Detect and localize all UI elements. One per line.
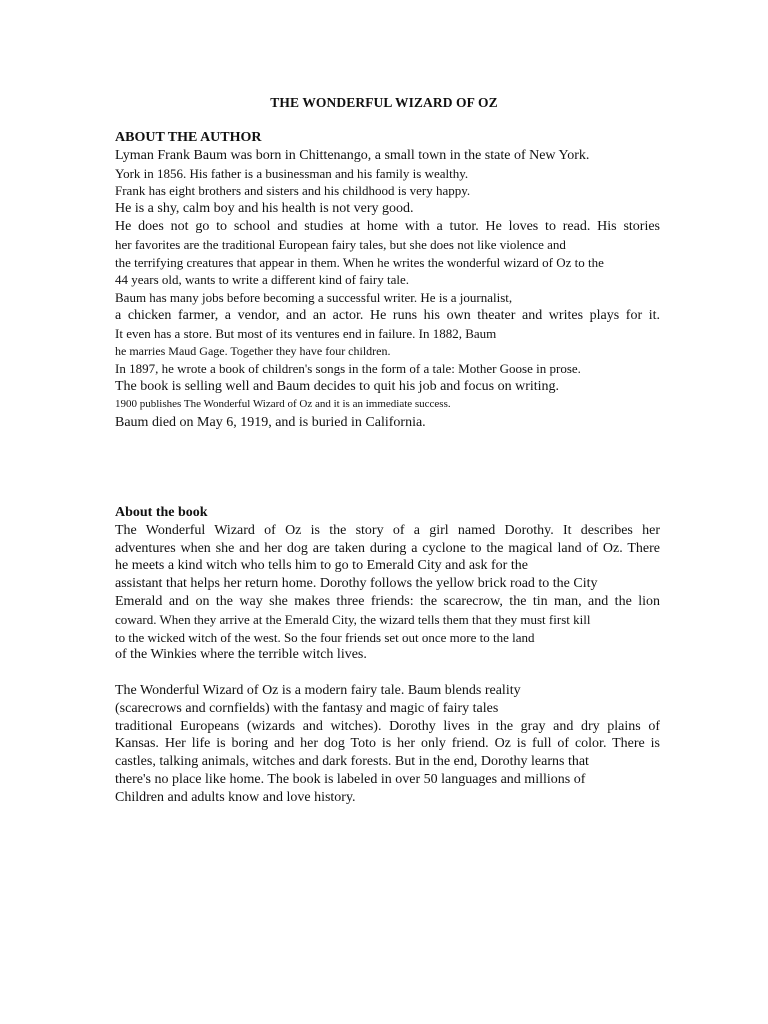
about-author-heading: ABOUT THE AUTHOR xyxy=(115,130,262,145)
about-book-section xyxy=(115,504,660,664)
book-line: Kansas. Her life is boring and her dog Toto is her only friend. Oz is full of color. There is xyxy=(115,736,660,752)
book-line: Children and adults know and love history. xyxy=(115,789,356,805)
author-line: Lyman Frank Baum was born in Chittenango, a small town in the state of New York. xyxy=(115,147,590,163)
book-line: to the wicked witch of the west. So the four friends set out once more to the land xyxy=(115,629,535,645)
author-line: a chicken farmer, a vendor, and an actor. He runs his own theater and writes plays for it. xyxy=(115,307,660,323)
author-line: 44 years old, wants to write a different kind of fairy tale. xyxy=(115,272,409,288)
book-line: Emerald and on the way she makes three friends: the scarecrow, the tin man, and the lion xyxy=(115,593,660,609)
book-line: The Wonderful Wizard of Oz is a modern fairy tale. Baum blends reality xyxy=(115,683,521,698)
author-line: her favorites are the traditional European fairy tales, but she does not like violence and xyxy=(115,236,566,252)
book-line: traditional Europeans (wizards and witches). Dorothy lives in the gray and dry plains of xyxy=(115,718,660,734)
document-title: THE WONDERFUL WIZARD OF OZ xyxy=(270,95,498,110)
about-book-heading: About the book xyxy=(115,505,208,520)
book-line: coward. When they arrive at the Emerald City, the wizard tells them that they must first kill xyxy=(115,611,591,627)
book-line: of the Winkies where the terrible witch lives. xyxy=(115,647,367,663)
book-line: adventures when she and her dog are taken during a cyclone to the magical land of Oz. There xyxy=(115,540,660,556)
author-line: Frank has eight brothers and sisters and his childhood is very happy. xyxy=(115,183,471,199)
book-line: castles, talking animals, witches and dark forests. But in the end, Dorothy learns that xyxy=(115,754,589,770)
book-line: assistant that helps her return home. Dorothy follows the yellow brick road to the City xyxy=(115,576,598,592)
author-line: 1900 publishes The Wonderful Wizard of Oz and it is an immediate success. xyxy=(115,397,451,410)
author-line: York in 1856. His father is a businessman and his family is wealthy. xyxy=(115,165,469,181)
author-line: Baum died on May 6, 1919, and is buried in California. xyxy=(115,414,426,430)
author-line: the terrifying creatures that appear in them. When he writes the wonderful wizard of Oz to the xyxy=(115,254,604,270)
book-line: he meets a kind witch who tells him to go to Emerald City and ask for the xyxy=(115,558,528,574)
author-line: In 1897, he wrote a book of children's songs in the form of a tale: Mother Goose in prose. xyxy=(115,361,581,377)
book-line: The Wonderful Wizard of Oz is the story of a girl named Dorothy. It describes her xyxy=(115,522,660,538)
author-line: The book is selling well and Baum decides to quit his job and focus on writing. xyxy=(115,379,560,395)
author-line: He does not go to school and studies at home with a tutor. He loves to read. His stories xyxy=(115,218,660,234)
author-line: he marries Maud Gage. Together they have four children. xyxy=(115,343,391,358)
author-line: He is a shy, calm boy and his health is not very good. xyxy=(115,201,414,217)
book-line: there's no place like home. The book is labeled in over 50 languages and millions of xyxy=(115,771,586,787)
author-line: It even has a store. But most of its ventures end in failure. In 1882, Baum xyxy=(115,325,497,341)
about-book-paragraph-2 xyxy=(115,682,660,807)
author-line: Baum has many jobs before becoming a successful writer. He is a journalist, xyxy=(115,290,513,306)
book-line: (scarecrows and cornfields) with the fantasy and magic of fairy tales xyxy=(115,700,499,716)
about-author-section xyxy=(115,129,660,432)
